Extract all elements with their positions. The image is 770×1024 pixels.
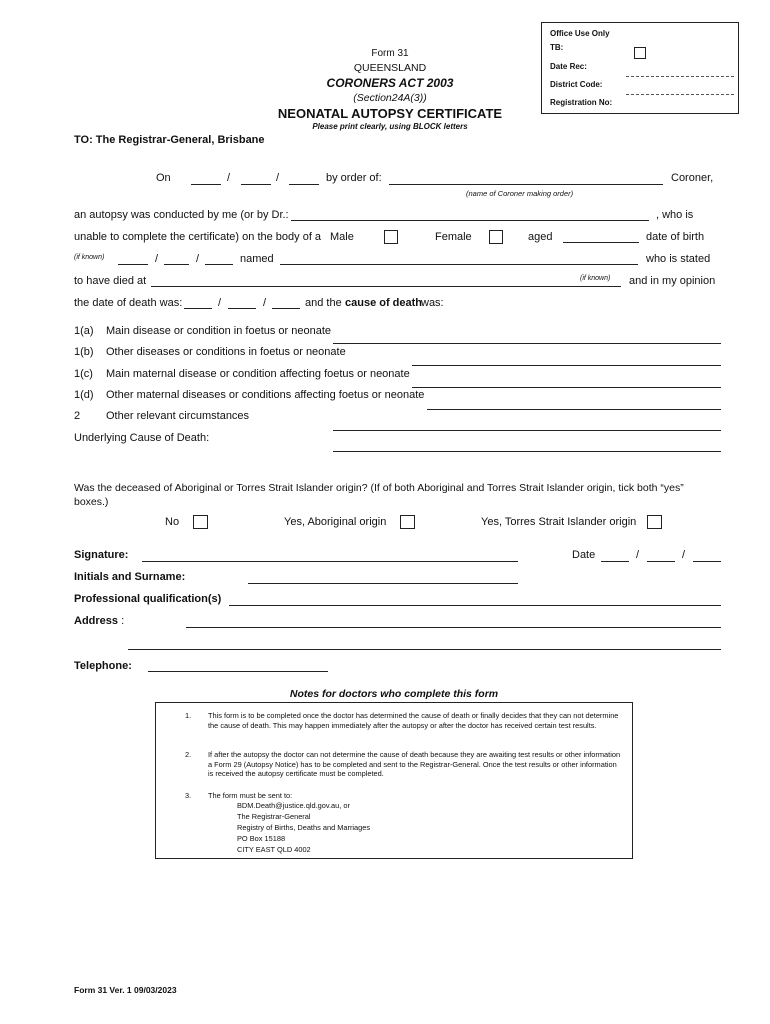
origin-no-label: No — [165, 516, 180, 528]
coroner-name-field[interactable] — [389, 184, 663, 185]
cause-1a-field[interactable] — [333, 343, 721, 344]
telephone-field[interactable] — [148, 671, 328, 672]
who-is-stated-label: who is stated — [646, 253, 711, 265]
cause-2-field[interactable] — [333, 430, 721, 431]
unable-label: unable to complete the certificate) on the body of a — [74, 231, 322, 243]
send-email: BDM.Death@justice.qld.gov.au, or — [237, 801, 350, 810]
slash: / — [636, 549, 640, 561]
telephone-label: Telephone: — [74, 660, 132, 672]
order-day-field[interactable] — [191, 184, 221, 185]
female-checkbox[interactable] — [489, 230, 503, 244]
cause-1c-number: 1(c) — [74, 368, 93, 380]
office-date-rec-field[interactable] — [626, 76, 734, 77]
note-3-text: The form must be sent to: — [208, 791, 293, 800]
origin-question: Was the deceased of Aboriginal or Torres Strait Islander origin? (If of both Aboriginal and Torres Strait Islander origin, tick both “yes” — [74, 482, 684, 494]
was-label: was: — [421, 297, 444, 309]
coroner-hint: (name of Coroner making order) — [466, 189, 574, 198]
slash: / — [196, 253, 200, 265]
page-title: NEONATAL AUTOPSY CERTIFICATE — [277, 106, 503, 121]
doctor-name-field[interactable] — [291, 220, 649, 221]
act-section: (Section24A(3)) — [353, 92, 427, 104]
address-field-line1[interactable] — [186, 627, 721, 628]
origin-no-checkbox[interactable] — [193, 515, 208, 529]
age-field[interactable] — [563, 242, 639, 243]
send-recipient: The Registrar-General — [237, 812, 311, 821]
note-1-text: This form is to be completed once the doctor has determined the cause of death or finally decides that they can not determine the cause of death. This may happen immediately after the autopsy or after the doctor has received certain test results. — [208, 711, 619, 730]
initials-label: Initials and Surname: — [74, 571, 186, 583]
qualification-label: Professional qualification(s) — [74, 593, 222, 605]
cause-2-label: Other relevant circumstances — [106, 410, 250, 422]
cause-1d-number: 1(d) — [74, 389, 94, 401]
address-label: Address — [74, 615, 119, 627]
office-district-label: District Code: — [550, 80, 603, 89]
cause-1b-number: 1(b) — [74, 346, 94, 358]
place-of-death-field[interactable] — [151, 286, 621, 287]
dob-month-field[interactable] — [164, 264, 189, 265]
who-is-label: , who is — [656, 209, 694, 221]
died-at-label: to have died at — [74, 275, 147, 287]
print-instruction: Please print clearly, using BLOCK letters — [312, 122, 468, 131]
notes-box — [155, 702, 633, 859]
state-name: QUEENSLAND — [353, 62, 427, 74]
office-tb-checkbox[interactable] — [634, 47, 646, 59]
death-year-field[interactable] — [272, 308, 300, 309]
signature-field[interactable] — [142, 561, 518, 562]
date-of-death-label: the date of death was: — [74, 297, 183, 309]
male-checkbox[interactable] — [384, 230, 398, 244]
order-year-field[interactable] — [289, 184, 319, 185]
signature-label: Signature: — [74, 549, 129, 561]
note-2-number: 2. — [185, 750, 192, 759]
autopsy-by-label: an autopsy was conducted by me (or by Dr.: — [74, 209, 289, 221]
origin-torres-checkbox[interactable] — [647, 515, 662, 529]
send-city: CITY EAST QLD 4002 — [237, 845, 311, 854]
recipient: TO: The Registrar-General, Brisbane — [74, 134, 265, 146]
initials-field[interactable] — [248, 583, 518, 584]
origin-torres-label: Yes, Torres Strait Islander origin — [481, 516, 637, 528]
cause-2-number: 2 — [74, 410, 81, 422]
origin-aboriginal-checkbox[interactable] — [400, 515, 415, 529]
address-label-group — [74, 615, 124, 627]
cause-1c-field[interactable] — [412, 387, 721, 388]
note-1-number: 1. — [185, 711, 192, 720]
if-known-hint: (if known) — [580, 275, 611, 282]
slash: / — [276, 172, 280, 184]
address-colon: : — [118, 615, 125, 627]
slash: / — [155, 253, 159, 265]
office-date-rec-label: Date Rec: — [550, 62, 587, 71]
note-3-number: 3. — [185, 791, 192, 800]
office-use-box — [541, 22, 739, 114]
send-registry: Registry of Births, Deaths and Marriages — [237, 823, 371, 832]
cause-1a-label: Main disease or condition in foetus or neonate — [106, 325, 332, 337]
sign-month-field[interactable] — [647, 561, 675, 562]
qualification-field[interactable] — [229, 605, 721, 606]
if-known-hint: (if known) — [74, 254, 105, 261]
on-label: On — [156, 172, 171, 184]
cause-1c-label: Main maternal disease or condition affecting foetus or neonate — [106, 368, 410, 380]
named-label: named — [240, 253, 274, 265]
death-day-field[interactable] — [184, 308, 212, 309]
underlying-cause-field[interactable] — [333, 451, 721, 452]
office-tb-label: TB: — [550, 43, 564, 52]
cause-1a-number: 1(a) — [74, 325, 94, 337]
slash: / — [682, 549, 686, 561]
dob-year-field[interactable] — [205, 264, 233, 265]
act-name: CORONERS ACT 2003 — [326, 76, 454, 90]
order-month-field[interactable] — [241, 184, 271, 185]
dob-label: date of birth — [646, 231, 705, 243]
sign-day-field[interactable] — [601, 561, 629, 562]
notes-title: Notes for doctors who complete this form — [289, 688, 499, 700]
underlying-cause-label: Underlying Cause of Death: — [74, 432, 210, 444]
cause-1d-label: Other maternal diseases or conditions affecting foetus or neonate — [106, 389, 425, 401]
death-month-field[interactable] — [228, 308, 256, 309]
form-version-footer: Form 31 Ver. 1 09/03/2023 — [74, 985, 177, 995]
coroner-label: Coroner, — [671, 172, 714, 184]
cause-1b-field[interactable] — [412, 365, 721, 366]
form-number: Form 31 — [371, 48, 409, 59]
aged-label: aged — [528, 231, 553, 243]
by-order-of-label: by order of: — [326, 172, 382, 184]
note-2-text: If after the autopsy the doctor can not determine the cause of death because they are awaiting test results or other information a Form 29 (Autopsy Notice) has to be completed and sent to the Registrar-General. Once the test results or other information is received the autopsy certificate must be completed. — [208, 750, 621, 779]
female-label: Female — [435, 231, 472, 243]
deceased-name-field[interactable] — [280, 264, 638, 265]
male-label: Male — [330, 231, 354, 243]
opinion-label: and in my opinion — [629, 275, 716, 287]
cause-1d-field[interactable] — [427, 409, 721, 410]
address-field-line2[interactable] — [128, 649, 721, 650]
slash: / — [218, 297, 222, 309]
cause-of-death-label: cause of death — [345, 297, 423, 309]
origin-question-cont: boxes.) — [74, 496, 109, 508]
date-label: Date — [572, 549, 596, 561]
office-district-field[interactable] — [626, 94, 734, 95]
cause-1b-label: Other diseases or conditions in foetus or neonate — [106, 346, 346, 358]
sign-year-field[interactable] — [693, 561, 721, 562]
origin-aboriginal-label: Yes, Aboriginal origin — [284, 516, 387, 528]
office-registration-label: Registration No: — [550, 98, 613, 107]
slash: / — [263, 297, 267, 309]
slash: / — [227, 172, 231, 184]
dob-day-field[interactable] — [118, 264, 148, 265]
send-po-box: PO Box 15188 — [237, 834, 286, 843]
office-use-title: Office Use Only — [550, 29, 610, 38]
and-the-label: and the — [305, 297, 342, 309]
